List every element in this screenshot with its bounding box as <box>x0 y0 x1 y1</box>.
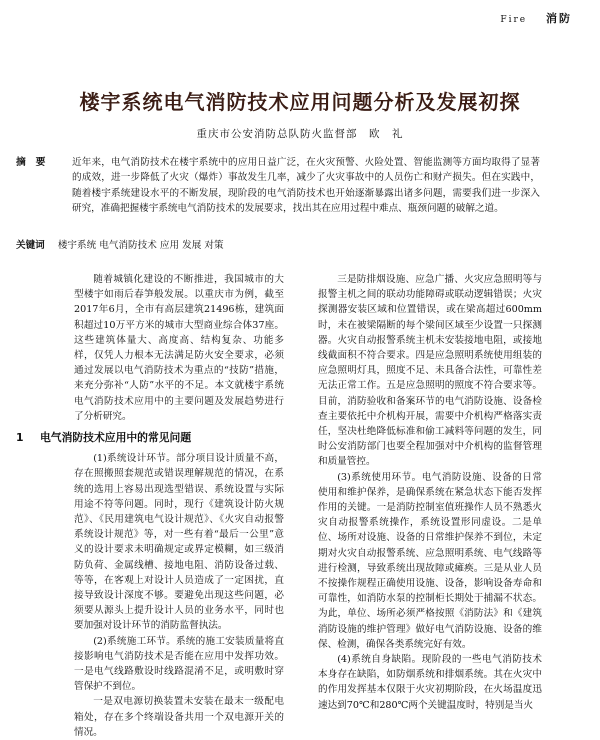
keywords-label: 关键词 <box>16 240 45 251</box>
running-header <box>500 10 572 26</box>
paragraph-switch: 一是双电源切换装置未安装在最末一级配电箱处，存在多个终端设备共用一个双电源开关的情况。 <box>74 696 284 738</box>
section-number: 1 <box>16 431 24 445</box>
abstract-text: 近年来，电气消防技术在楼宇系统中的应用日益广泛，在火灾预警、火险处置、智能监测等方面均取得了显著的成效，进一步降低了火灾（爆炸）事故发生几率，减少了火灾事故中的人员伤亡和财产损失。但在实践中，随着楼宇系统建设水平的不断发展，现阶段的电气消防技术也开始逐渐暴露出诸多问题，需要我们进一步深入研究，准确把握楼宇系统电气消防技术的发展要求，找出其在应用过程中难点、瓶颈问题的破解之道。 <box>72 157 540 215</box>
paragraph-linkage: 三是防排烟设施、应急广播、火灾应急照明等与报警主机之间的联动功能障碍或联动逻辑错误；火灾探测器安装区域和位置错误，或在梁高超过600mm时，未在被梁隔断的每个梁间区域至少设置一只探测器。火灾自动报警系统主机未安装接地电阻，或接地线截面积不符合要求。四是应急照明系统使用组装的应急照明灯具，照度不足、未具备合法性，可靠性差无法正常工作。五是应急照明的照度不符合要求等。目前，消防验收和备案环节的电气消防设施、设备检查主要依托中介机构开展，需要中介机构严格落实责任，坚决杜绝降低标准和偷工减料等问题的发生，同时公安消防部门也要全程加强对中介机构的监督管理和质量管控。 <box>318 274 542 468</box>
section-category: 消防 <box>546 12 572 25</box>
section-title: 电气消防技术应用中的常见问题 <box>40 431 192 445</box>
section-heading <box>16 430 284 445</box>
paragraph-construction: (2)系统施工环节。系统的施工安装质量将直接影响电气消防技术是否能在应用中发挥功效。一是电气线路敷设时线路混淆不足，或明敷时穿管保护不到位。 <box>74 635 284 693</box>
keywords-line <box>16 237 224 251</box>
paragraph-design: (1)系统设计环节。部分项目设计质量不高，存在照搬照套规范或错误理解规范的情况，在系统的选用上容易出现选型错误、系统设置与实际用途不符等问题。同时，现行《建筑设计防火规范》、《民用建筑电气设计规范》、《火灾自动报警系统设计规范》等，对一些有着“最后一公里”意义的设计要求未明确规定或界定模糊，如三级消防负荷、金属线槽、接地电阻、消防设备过载、等等，在客观上对设计人员造成了一定困扰，直接导致设计深度不够。要避免出现这些问题，必须要从源头上提升设计人员的业务水平，同时也要加强对设计环节的消防监督执法。 <box>74 453 284 632</box>
journal-name: Fire <box>500 15 528 25</box>
article-title: 楼宇系统电气消防技术应用问题分析及发展初探 <box>79 90 521 114</box>
right-column <box>318 272 542 713</box>
left-column <box>16 272 284 740</box>
abstract-block <box>16 155 540 217</box>
abstract-label: 摘 要 <box>16 157 46 168</box>
intro-paragraph: 随着城镇化建设的不断推进，我国城市的大型楼宇如雨后春笋般发展。以重庆市为例，截至2017年6月，全市有高层建筑21496栋，建筑面积超过10万平方米的城市大型商业综合体37座。这些建筑体量大、高度高、结构复杂、功能多样，仅凭人力根本无法满足防火安全要求，必须通过发展以电气消防技术为重点的“技防”措施，来充分弥补“人防”水平的不足。本文就楼宇系统电气消防技术应用中的主要问题及发展趋势进行了分析研究。 <box>74 274 284 422</box>
author-line: 重庆市公安消防总队防火监督部 欧 礼 <box>196 128 404 140</box>
paragraph-usage: (3)系统使用环节。电气消防设施、设备的日常使用和维护保养，是确保系统在紧急状态下能否发挥作用的关键。一是消防控制室值班操作人员不熟悉火灾自动报警系统操作，系统设置形同虚设。二是单位、场所对设施、设备的日常维护保养不到位，未定期对火灾自动报警系统、应急照明系统、电气线路等进行检测，导致系统出现故障或瘫痪。三是从业人员不按操作规程正确使用设施、设备，影响设备寿命和可靠性，如消防水泵的控制柜长期处于捕漏不状态。为此，单位、场所必须严格按照《消防法》和《建筑消防设施的维护管理》做好电气消防设施、设备的维保、检测，确保各类系统完好有效。 <box>318 471 542 650</box>
keywords-text: 楼宇系统 电气消防技术 应用 发展 对策 <box>57 240 224 251</box>
paragraph-defects: (4)系统自身缺陷。现阶段的一些电气消防技术本身存在缺陷，如防烟系统和排烟系统。其在火灾中的作用发挥基本仅限于火灾初期阶段，在火场温度迅速达到70℃和280℃两个关键温度时，特别是当火 <box>318 654 542 711</box>
